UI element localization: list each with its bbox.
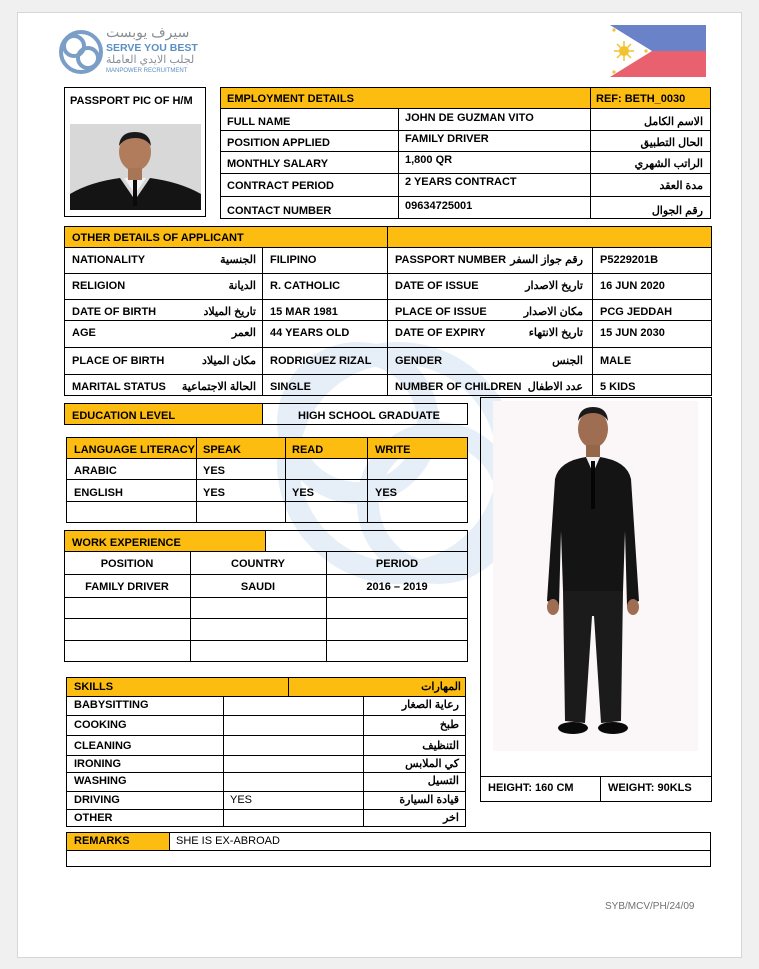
arabic-speak: YES [203,465,226,477]
passport-photo [70,124,201,210]
skills-title-ar: المهارات [421,681,461,693]
skill-driving-value: YES [230,794,253,806]
monthly-salary-label: MONTHLY SALARY [227,158,329,170]
contact-number-label: CONTACT NUMBER [227,205,332,217]
date-of-birth-label: DATE OF BIRTH [72,306,157,318]
skill-cleaning-ar: التنظيف [422,740,459,752]
place-of-birth-label: PLACE OF BIRTH [72,355,165,367]
passport-number-value: P5229201B [600,254,659,266]
marital-status-value: SINGLE [270,381,311,393]
work-experience-title: WORK EXPERIENCE [72,537,181,549]
document-code: SYB/MCV/PH/24/09 [605,901,695,912]
reference-number: REF: BETH_0030 [596,93,686,105]
number-of-children-label: NUMBER OF CHILDREN [395,381,522,393]
skill-washing-ar: التسيل [427,775,459,787]
position-applied-value: FAMILY DRIVER [405,133,489,145]
age-label: AGE [72,327,96,339]
work-header-position: POSITION [100,558,154,570]
english-read: YES [292,487,315,499]
place-of-issue-value: PCG JEDDAH [600,306,673,318]
gender-ar: الجنس [552,355,583,367]
nationality-label: NATIONALITY [72,254,146,266]
age-value: 44 YEARS OLD [270,327,350,339]
logo-arabic-name: سيرف يوبست [106,24,190,40]
contact-number-ar: رقم الجوال [651,205,703,217]
position-applied-ar: الحال التطبيق [640,137,703,149]
other-details-title: OTHER DETAILS OF APPLICANT [72,232,244,244]
religion-label: RELIGION [72,280,126,292]
full-body-photo [493,401,698,751]
nationality-value: FILIPINO [270,254,317,266]
monthly-salary-value: 1,800 QR [405,154,453,166]
work-row-position: FAMILY DRIVER [85,581,169,593]
skill-babysitting-ar: رعاية الصغار [401,699,459,711]
monthly-salary-ar: الراتب الشهري [634,158,703,170]
work-header-country: COUNTRY [231,558,285,570]
employment-title: EMPLOYMENT DETAILS [227,93,354,105]
language-header-read: READ [292,444,324,456]
language-arabic: ARABIC [74,465,117,477]
nationality-ar: الجنسية [220,254,256,266]
contract-period-label: CONTRACT PERIOD [227,180,334,192]
passport-number-label: PASSPORT NUMBER [395,254,507,266]
language-header-literacy: LANGUAGE LITERACY [74,444,195,456]
date-of-issue-ar: تاريخ الاصدار [525,280,583,292]
logo-emblem-icon [58,29,104,75]
work-row-period: 2016 – 2019 [366,581,428,593]
place-of-issue-label: PLACE OF ISSUE [395,306,487,318]
language-header-speak: SPEAK [203,444,241,456]
date-of-birth-ar: تاريخ الميلاد [203,306,256,318]
skill-ironing-label: IRONING [74,758,122,770]
gender-value: MALE [600,355,632,367]
skill-ironing-ar: كي الملابس [405,758,459,770]
full-name-label: FULL NAME [227,116,291,128]
passport-pic-label: PASSPORT PIC OF H/M [70,95,193,107]
height-value: HEIGHT: 160 CM [488,782,574,794]
education-label: EDUCATION LEVEL [72,410,176,422]
skill-babysitting-label: BABYSITTING [74,699,149,711]
marital-status-ar: الحالة الاجتماعية [181,381,256,393]
work-row-country: SAUDI [240,581,276,593]
marital-status-label: MARITAL STATUS [72,381,166,393]
gender-label: GENDER [395,355,443,367]
skill-other-ar: اخر [443,812,459,824]
number-of-children-value: 5 KIDS [600,381,636,393]
skill-cooking-ar: طبخ [439,719,459,731]
logo-english-tagline: MANPOWER RECRUITMENT [106,68,188,74]
logo-arabic-tagline: لجلب الايدي العاملة [106,54,195,66]
contract-period-ar: مدة العقد [659,180,703,192]
date-of-expiry-value: 15 JUN 2030 [600,327,665,339]
philippines-flag-icon [610,25,706,77]
work-header-period: PERIOD [375,558,419,570]
passport-number-ar: رقم جواز السفر [510,254,583,266]
skill-cleaning-label: CLEANING [74,740,132,752]
skill-washing-label: WASHING [74,775,127,787]
date-of-issue-value: 16 JUN 2020 [600,280,665,292]
place-of-issue-ar: مكان الاصدار [523,306,583,318]
number-of-children-ar: عدد الاطفال [527,381,583,393]
age-ar: العمر [231,327,256,339]
place-of-birth-value: RODRIGUEZ RIZAL [270,355,372,367]
position-applied-label: POSITION APPLIED [227,137,330,149]
date-of-issue-label: DATE OF ISSUE [395,280,479,292]
contract-period-value: 2 YEARS CONTRACT [405,176,517,188]
full-name-ar: الاسم الكامل [644,116,703,128]
religion-ar: الديانة [228,280,256,292]
english-speak: YES [203,487,226,499]
remarks-label: REMARKS [74,835,130,847]
cv-page [17,12,742,958]
date-of-birth-value: 15 MAR 1981 [270,306,338,318]
skill-driving-ar: قيادة السيارة [399,794,459,806]
company-logo [58,24,198,79]
remarks-value: SHE IS EX-ABROAD [176,835,280,847]
skill-driving-label: DRIVING [74,794,120,806]
language-english: ENGLISH [74,487,123,499]
skill-cooking-label: COOKING [74,719,127,731]
date-of-expiry-label: DATE OF EXPIRY [395,327,486,339]
logo-english-name: SERVE YOU BEST [106,42,198,54]
contact-number-value: 09634725001 [405,200,473,212]
skill-other-label: OTHER [74,812,113,824]
place-of-birth-ar: مكان الميلاد [201,355,256,367]
education-value: HIGH SCHOOL GRADUATE [298,410,440,422]
weight-value: WEIGHT: 90KLS [608,782,692,794]
date-of-expiry-ar: تاريخ الانتهاء [528,327,583,339]
english-write: YES [375,487,398,499]
religion-value: R. CATHOLIC [270,280,341,292]
full-name-value: JOHN DE GUZMAN VITO [405,112,534,124]
skills-title: SKILLS [74,681,114,693]
language-header-write: WRITE [375,444,411,456]
passport-pic-box [64,87,206,217]
